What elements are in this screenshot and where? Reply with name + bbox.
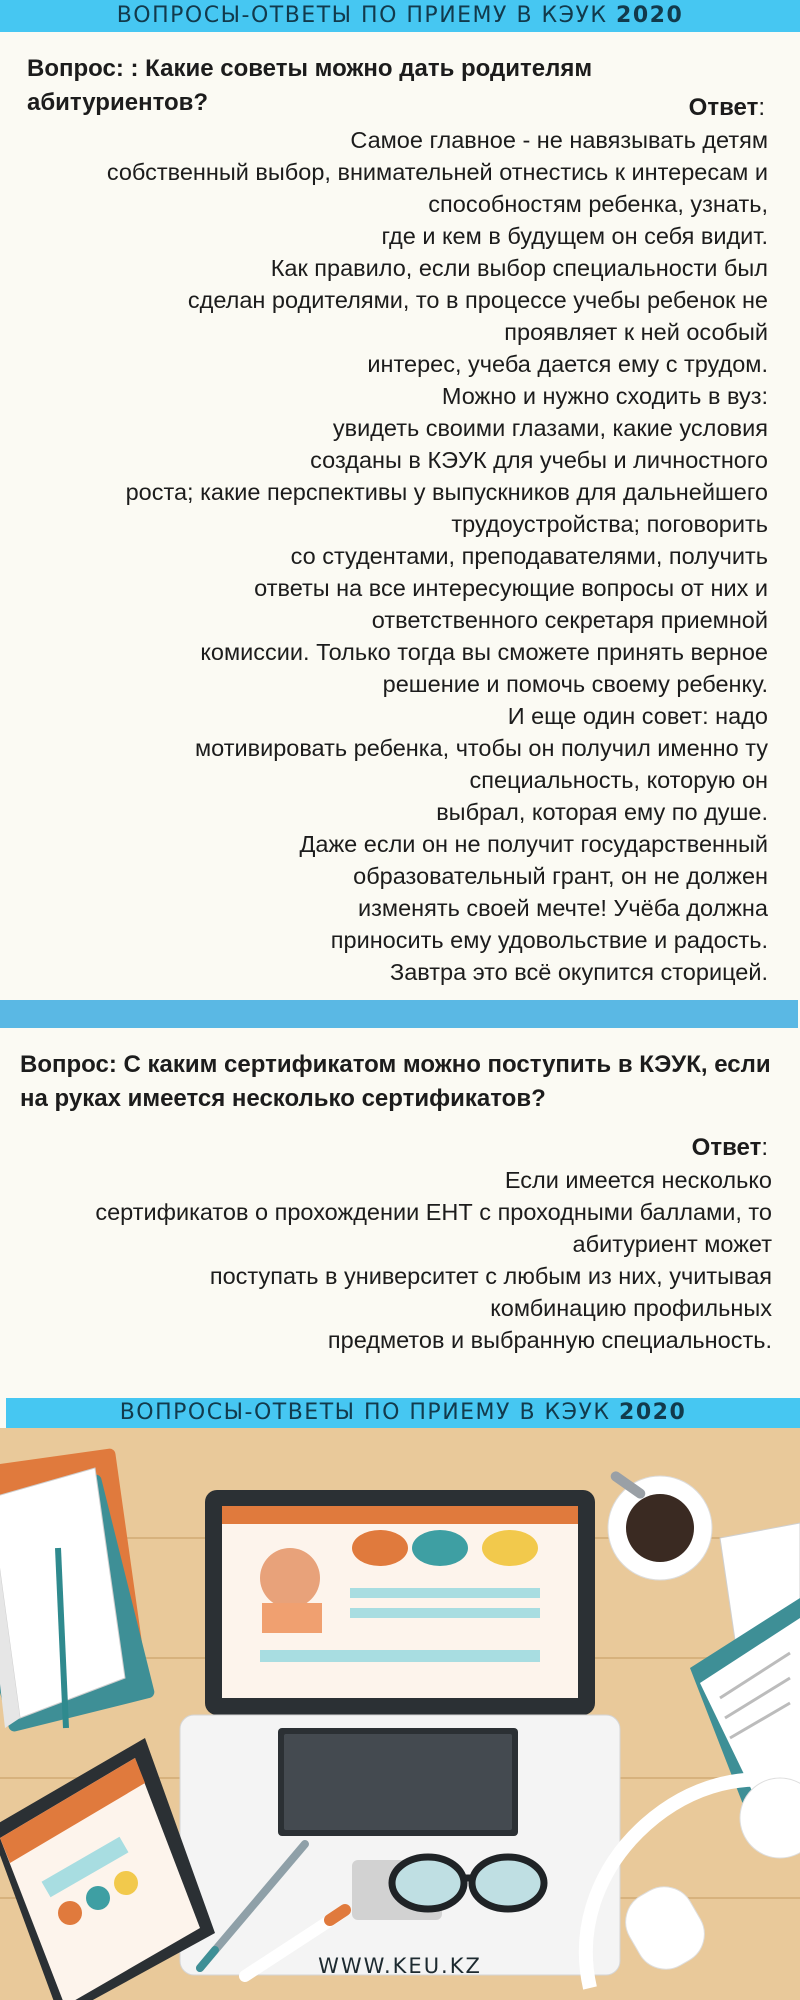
answer-line: образовательный грант, он не должен [353, 863, 768, 889]
answer-line: абитуриент может [572, 1231, 772, 1257]
question-1: Вопрос: : Какие советы можно дать родителям абитуриентов? [27, 55, 593, 116]
answer-1-label: Ответ: [688, 94, 765, 121]
answer-line: ответственного секретаря приемной [371, 607, 768, 633]
banner-year: 2020 [616, 3, 684, 28]
answer-line: Даже если он не получит государственный [299, 831, 768, 857]
answer-line: изменять своей мечте! Учёба должна [358, 895, 768, 921]
answer-line: интерес, учеба дается ему с трудом. [367, 351, 768, 377]
banner-title: ВОПРОСЫ-ОТВЕТЫ ПО ПРИЕМУ В КЭУК [116, 3, 608, 28]
answer-line: И еще один совет: надо [507, 703, 768, 729]
question-2: Вопрос: С каким сертификатом можно поступить в КЭУК, если на руках имеется несколько сертификатов? [20, 1051, 771, 1112]
answer-line: мотивировать ребенка, чтобы он получил именно ту [194, 735, 768, 761]
answer-line: Завтра это всё окупится сторицей. [390, 959, 768, 985]
answer-line: специальность, которую он [469, 767, 768, 793]
answer-line: со студентами, преподавателями, получить [290, 543, 768, 569]
answer-line: сделан родителями, то в процессе учебы ребенок не [187, 287, 768, 313]
answer-1-text [8, 124, 768, 988]
answer-line: роста; какие перспективы у выпускников для дальнейшего [125, 479, 768, 505]
answer-line: комбинацию профильных [490, 1295, 772, 1321]
section-divider [0, 1000, 798, 1028]
answer-line: где и кем в будущем он себя видит. [381, 223, 768, 249]
answer-line: способностям ребенка, узнать, [428, 191, 768, 217]
answer-line: решение и помочь своему ребенку. [382, 671, 768, 697]
answer-line: поступать в университет с любым из них, учитывая [209, 1263, 772, 1289]
answer-line: Как правило, если выбор специальности был [270, 255, 768, 281]
answer-label-text: Ответ [691, 1134, 762, 1161]
answer-line: выбрал, которая ему по душе. [436, 799, 768, 825]
footer-banner [6, 1398, 800, 1428]
answer-line: приносить ему удовольствие и радость. [330, 927, 768, 953]
answer-line: комиссии. Только тогда вы сможете принять верное [200, 639, 768, 665]
answer-2-label: Ответ: [691, 1134, 768, 1161]
answer-line: увидеть своими глазами, какие условия [332, 415, 768, 441]
desk-illustration [0, 1428, 800, 2000]
answer-line: созданы в КЭУК для учебы и личностного [310, 447, 768, 473]
answer-line: Если имеется несколько [504, 1167, 772, 1193]
answer-line: Можно и нужно сходить в вуз: [441, 383, 768, 409]
answer-line: предметов и выбранную специальность. [327, 1327, 772, 1353]
answer-2-text [2, 1164, 772, 1356]
answer-line: сертификатов о прохождении ЕНТ с проходными баллами, то [95, 1199, 772, 1225]
answer-line: Самое главное - не навязывать детям [350, 127, 768, 153]
website-url[interactable]: WWW.KEU.KZ [318, 1954, 482, 1978]
answer-line: собственный выбор, внимательней отнестись к интересам и [106, 159, 768, 185]
banner-year: 2020 [619, 1400, 687, 1425]
answer-line: проявляет к ней особый [504, 319, 768, 345]
banner-title: ВОПРОСЫ-ОТВЕТЫ ПО ПРИЕМУ В КЭУК [119, 1400, 611, 1425]
answer-line: трудоустройства; поговорить [451, 511, 768, 537]
answer-label-text: Ответ [688, 94, 759, 121]
answer-line: ответы на все интересующие вопросы от них и [254, 575, 768, 601]
header-banner [0, 0, 800, 32]
